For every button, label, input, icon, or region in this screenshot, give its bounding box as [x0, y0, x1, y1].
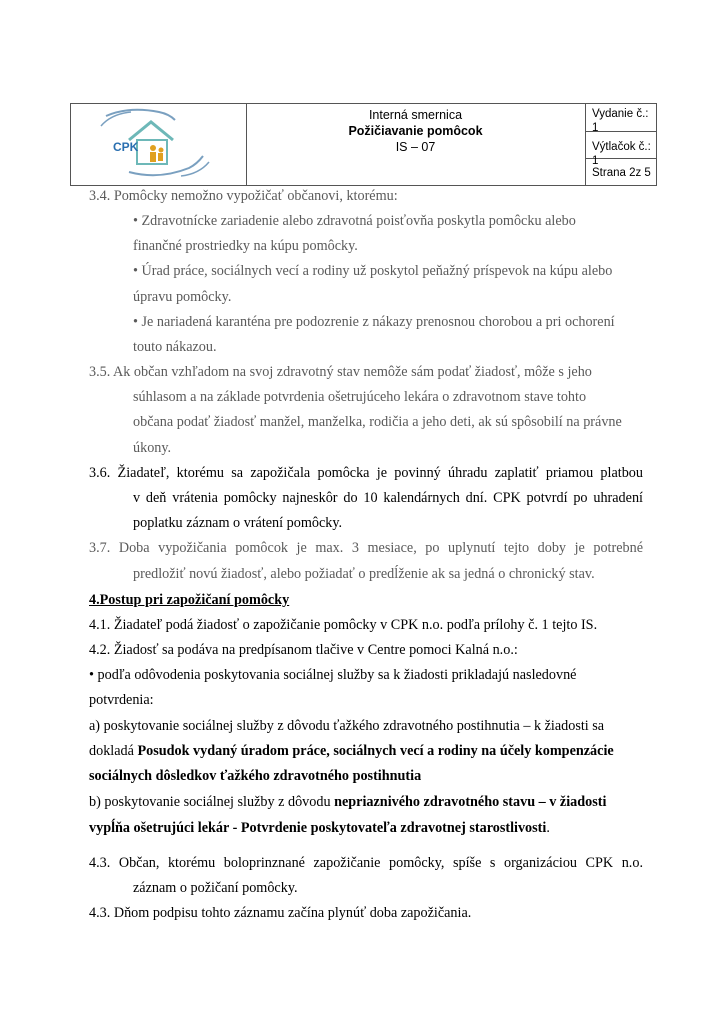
edition-cell: Vydanie č.: 1 [592, 108, 649, 134]
document-title-block [246, 104, 586, 185]
item-b-line2: vypĺňa ošetrujúci lekár - Potvrdenie poskytovateľa zdravotnej starostlivosti. [89, 820, 550, 836]
p43-line2: záznam o požičaní pomôcky. [133, 880, 298, 896]
item-a-line2: dokladá Posudok vydaný úradom práce, sociálnych vecí a rodiny na účely kompenzácie [89, 743, 614, 759]
bullet-line-b: potvrdenia: [89, 692, 154, 708]
p41: 4.1. Žiadateľ podá žiadosť o zapožičanie pomôcky v CPK n.o. podľa prílohy č. 1 tejto IS. [89, 617, 598, 633]
s34-bullet1a: • Zdravotnícke zariadenie alebo zdravotná poisťovňa poskytla pomôcku alebo [133, 213, 576, 229]
document-meta [586, 104, 657, 185]
cpk-logo [71, 104, 247, 185]
title-line1: Interná smernica [368, 108, 463, 122]
s36-line3: poplatku záznam o vrátení pomôcky. [133, 515, 343, 531]
s37-line2: predložiť novú žiadosť, alebo požiadať o predĺženie ak sa jedná o chronický stav. [133, 566, 595, 582]
s34-bullet2b: úpravu pomôcky. [133, 289, 232, 305]
s35-line4: úkony. [133, 440, 172, 456]
s35-line1: 3.5. Ak občan vzhľadom na svoj zdravotný stav nemôže sám podať žiadosť, môže s jeho [89, 364, 592, 380]
s34-bullet3a: • Je nariadená karanténa pre podozrenie z nákazy prenosnou chorobou a pri ochorení [133, 314, 615, 330]
hands-house-logo-icon [71, 104, 246, 185]
title-line2: Požičiavanie pomôcok [348, 124, 483, 138]
p43-line1: 4.3. Občan, ktorému boloprinznané zapožičanie pomôcky, spíše s organizáciou CPK n.o. [89, 855, 643, 871]
copy-cell: Výtlačok č.: 1 [586, 131, 657, 158]
item-a-line3: sociálnych dôsledkov ťažkého zdravotného postihnutia [89, 768, 422, 784]
p42: 4.2. Žiadosť sa podáva na predpísanom tlačive v Centre pomoci Kalná n.o.: [89, 642, 518, 658]
s35-line3: občana podať žiadosť manžel, manželka, rodičia a jeho deti, ak sú spôsobilí na právne [133, 414, 622, 430]
s36-line1: 3.6. Žiadateľ, ktorému sa zapožičala pomôcka je povinný úhradu zaplatiť priamou platbou [89, 465, 643, 481]
page-cell: Strana 2z 5 [586, 158, 657, 185]
p43-line3: 4.3. Dňom podpisu tohto záznamu začína plynúť doba zapožičania. [89, 905, 472, 921]
s34-intro: 3.4. Pomôcky nemožno vypožičať občanovi, ktorému: [89, 188, 398, 204]
s34-bullet1b: finančné prostriedky na kúpu pomôcky. [133, 238, 358, 254]
s37-line1: 3.7. Doba vypožičania pomôcok je max. 3 mesiace, po uplynutí tejto doby je potrebné [89, 540, 643, 556]
bullet-line-a: • podľa odôvodenia poskytovania sociálnej služby sa k žiadosti prikladajú nasledovné [89, 667, 577, 683]
document-header [70, 103, 657, 186]
s34-bullet3b: touto nákazou. [133, 339, 217, 355]
s35-line2: súhlasom a na základe potvrdenia ošetrujúceho lekára o zdravotnom stave tohto [133, 389, 587, 405]
s34-bullet2a: • Úrad práce, sociálnych vecí a rodiny už poskytol peňažný príspevok na kúpu alebo [133, 263, 613, 279]
item-a-line1: a) poskytovanie sociálnej služby z dôvodu ťažkého zdravotného postihnutia – k žiadosti sa [89, 718, 605, 734]
section4-heading: 4.Postup pri zapožičaní pomôcky [89, 592, 290, 608]
s36-line2: v deň vrátenia pomôcky najneskôr do 10 kalendárnych dní. CPK potvrdí po uhradení [133, 490, 643, 506]
svg-text:CPK: CPK [113, 140, 139, 154]
title-line3: IS – 07 [395, 140, 436, 154]
item-b-line1: b) poskytovanie sociálnej služby z dôvodu nepriaznivého zdravotného stavu – v žiadosti [89, 794, 607, 810]
